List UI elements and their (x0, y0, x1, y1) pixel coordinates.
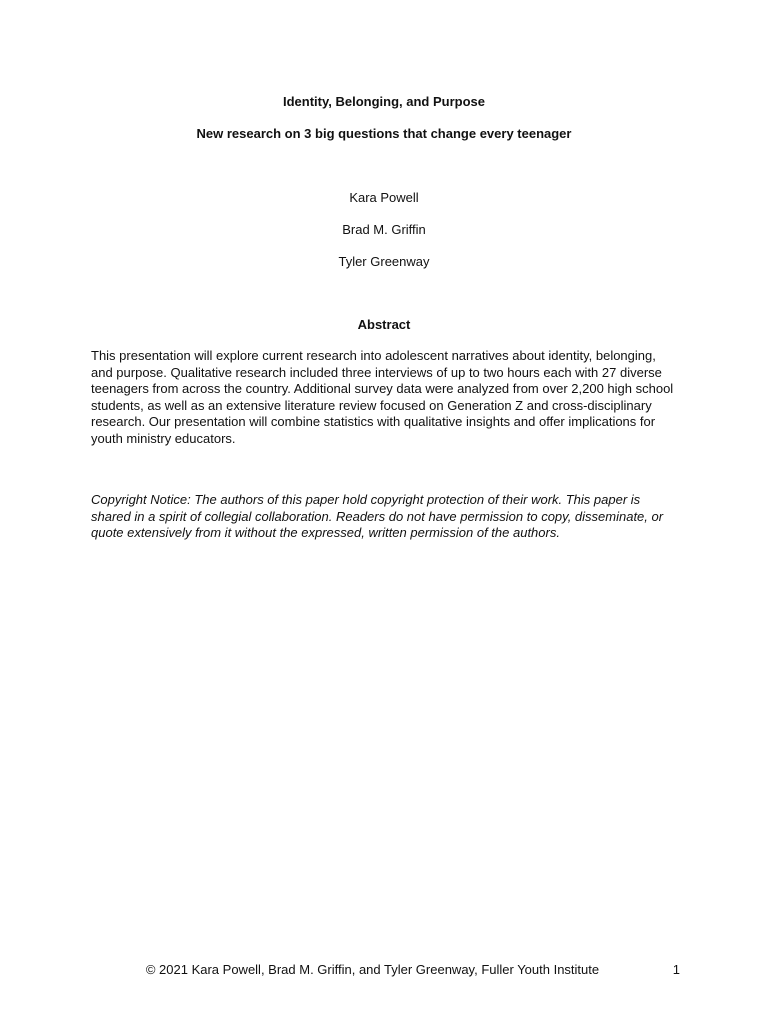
footer-copyright: © 2021 Kara Powell, Brad M. Griffin, and Tyler Greenway, Fuller Youth Institute (145, 962, 600, 977)
abstract-heading: Abstract (357, 317, 411, 332)
copyright-notice: Copyright Notice: The authors of this paper hold copyright protection of their work. This paper is shared in a spirit of collegial collaboration. Readers do not have permission to copy, disseminate, or quote extensively from it without the expressed, written permission of the authors. (91, 492, 664, 541)
page-number: 1 (672, 962, 680, 977)
author-name: Brad M. Griffin (342, 222, 426, 237)
document-subtitle: New research on 3 big questions that change every teenager (196, 126, 572, 141)
abstract-paragraph: This presentation will explore current research into adolescent narratives about identity, belonging, and purpose. Qualitative research included three interviews of up to two hours each with 27 diverse teenagers from across the country. Additional survey data were analyzed from over 2,200 high school students, as well as an extensive literature review focused on Generation Z and cross-disciplinary research. Our presentation will combine statistics with qualitative insights and offer implications for youth ministry educators. (91, 348, 674, 446)
document-title: Identity, Belonging, and Purpose (283, 94, 485, 109)
author-name: Tyler Greenway (338, 254, 430, 269)
author-name: Kara Powell (349, 190, 419, 205)
